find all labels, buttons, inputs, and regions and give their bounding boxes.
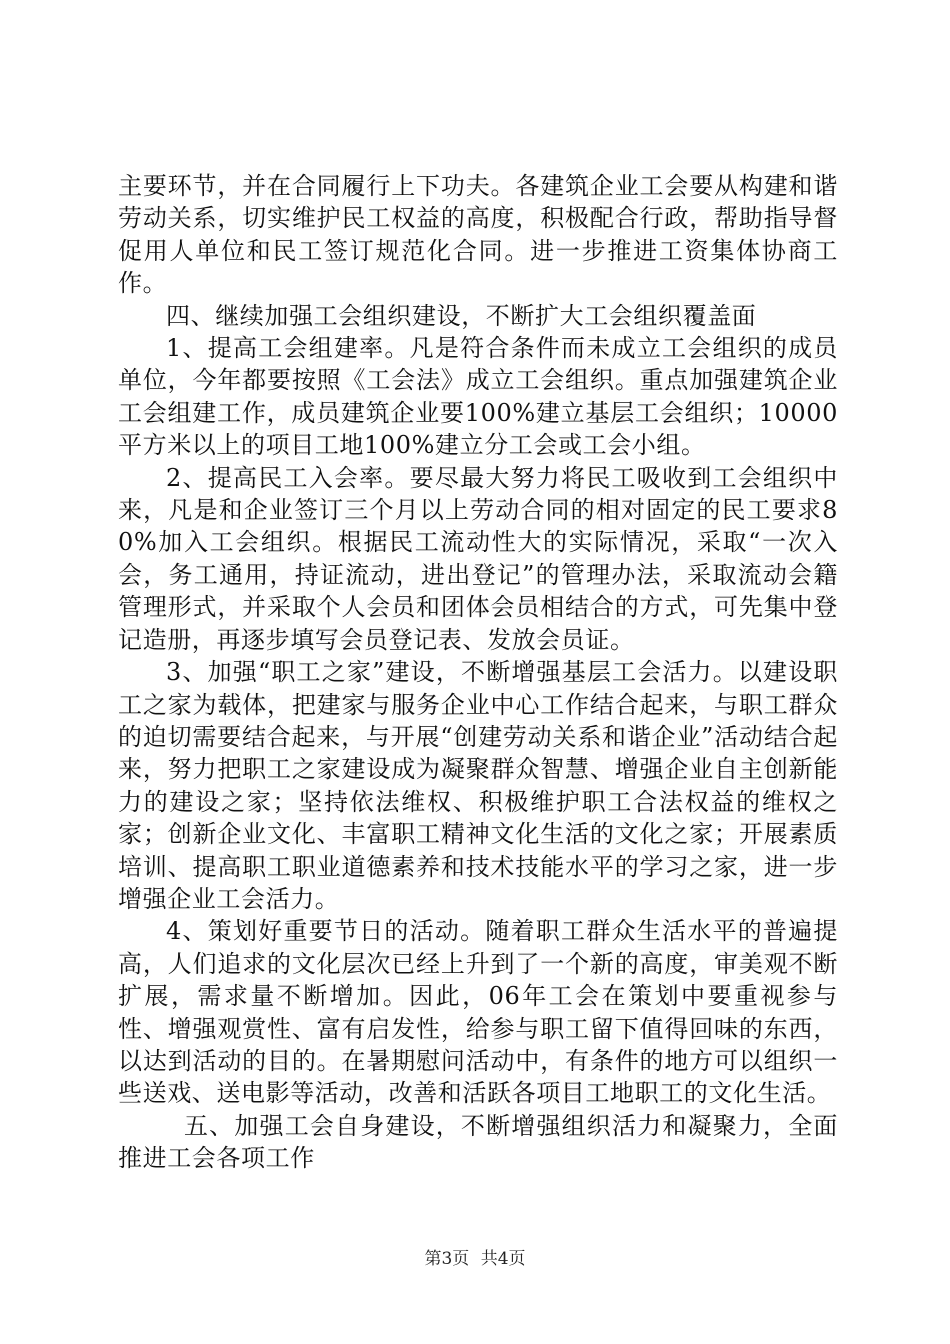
paragraph-item-3: 3、加强“职工之家”建设，不断增强基层工会活力。以建设职工之家为载体，把建家与服务企业中心工作结合起来，与职工群众的迫切需要结合起来，与开展“创建劳动关系和谐企业”活动结合起来，努力把职工之家建设成为凝聚群众智慧、增强企业自主创新能力的建设之家；坚持依法维权、积极维护职工合法权益的维权之家；创新企业文化、丰富职工精神文化生活的文化之家；开展素质培训、提高职工职业道德素养和技术技能水平的学习之家，进一步增强企业工会活力。 xyxy=(118,658,838,913)
document-body xyxy=(118,170,838,1175)
paragraph-item-2: 2、提高民工入会率。要尽最大努力将民工吸收到工会组织中来，凡是和企业签订三个月以上劳动合同的相对固定的民工要求80%加入工会组织。根据民工流动性大的实际情况，采取“一次入会，务工通用，持证流动，进出登记”的管理办法，采取流动会籍管理形式，并采取个人会员和团体会员相结合的方式，可先集中登记造册，再逐步填写会员登记表、发放会员证。 xyxy=(118,463,838,654)
paragraph-item-1: 1、提高工会组建率。凡是符合条件而未成立工会组织的成员单位，今年都要按照《工会法》成立工会组织。重点加强建筑企业工会组建工作，成员建筑企业要100%建立基层工会组织；10000平方米以上的项目工地100%建立分工会或工会小组。 xyxy=(118,334,838,460)
page-number: 第3页 xyxy=(424,1249,470,1269)
page-footer xyxy=(0,1244,950,1269)
paragraph-contract: 主要环节，并在合同履行上下功夫。各建筑企业工会要从构建和谐劳动关系，切实维护民工权益的高度，积极配合行政，帮助指导督促用人单位和民工签订规范化合同。进一步推进工资集体协商工作。 xyxy=(118,172,838,298)
section-heading-4: 四、继续加强工会组织建设，不断扩大工会组织覆盖面 xyxy=(166,301,757,330)
paragraph-item-4: 4、策划好重要节日的活动。随着职工群众生活水平的普遍提高，人们追求的文化层次已经上升到了一个新的高度，审美观不断扩展，需求量不断增加。因此，06年工会在策划中要重视参与性、增强观赏性、富有启发性，给参与职工留下值得回味的东西，以达到活动的目的。在暑期慰问活动中，有条件的地方可以组织一些送戏、送电影等活动，改善和活跃各项目工地职工的文化生活。 xyxy=(118,917,838,1108)
section-heading-5: 五、加强工会自身建设，不断增强组织活力和凝聚力，全面推进工会各项工作 xyxy=(118,1111,838,1173)
page-total: 共4页 xyxy=(480,1249,526,1269)
